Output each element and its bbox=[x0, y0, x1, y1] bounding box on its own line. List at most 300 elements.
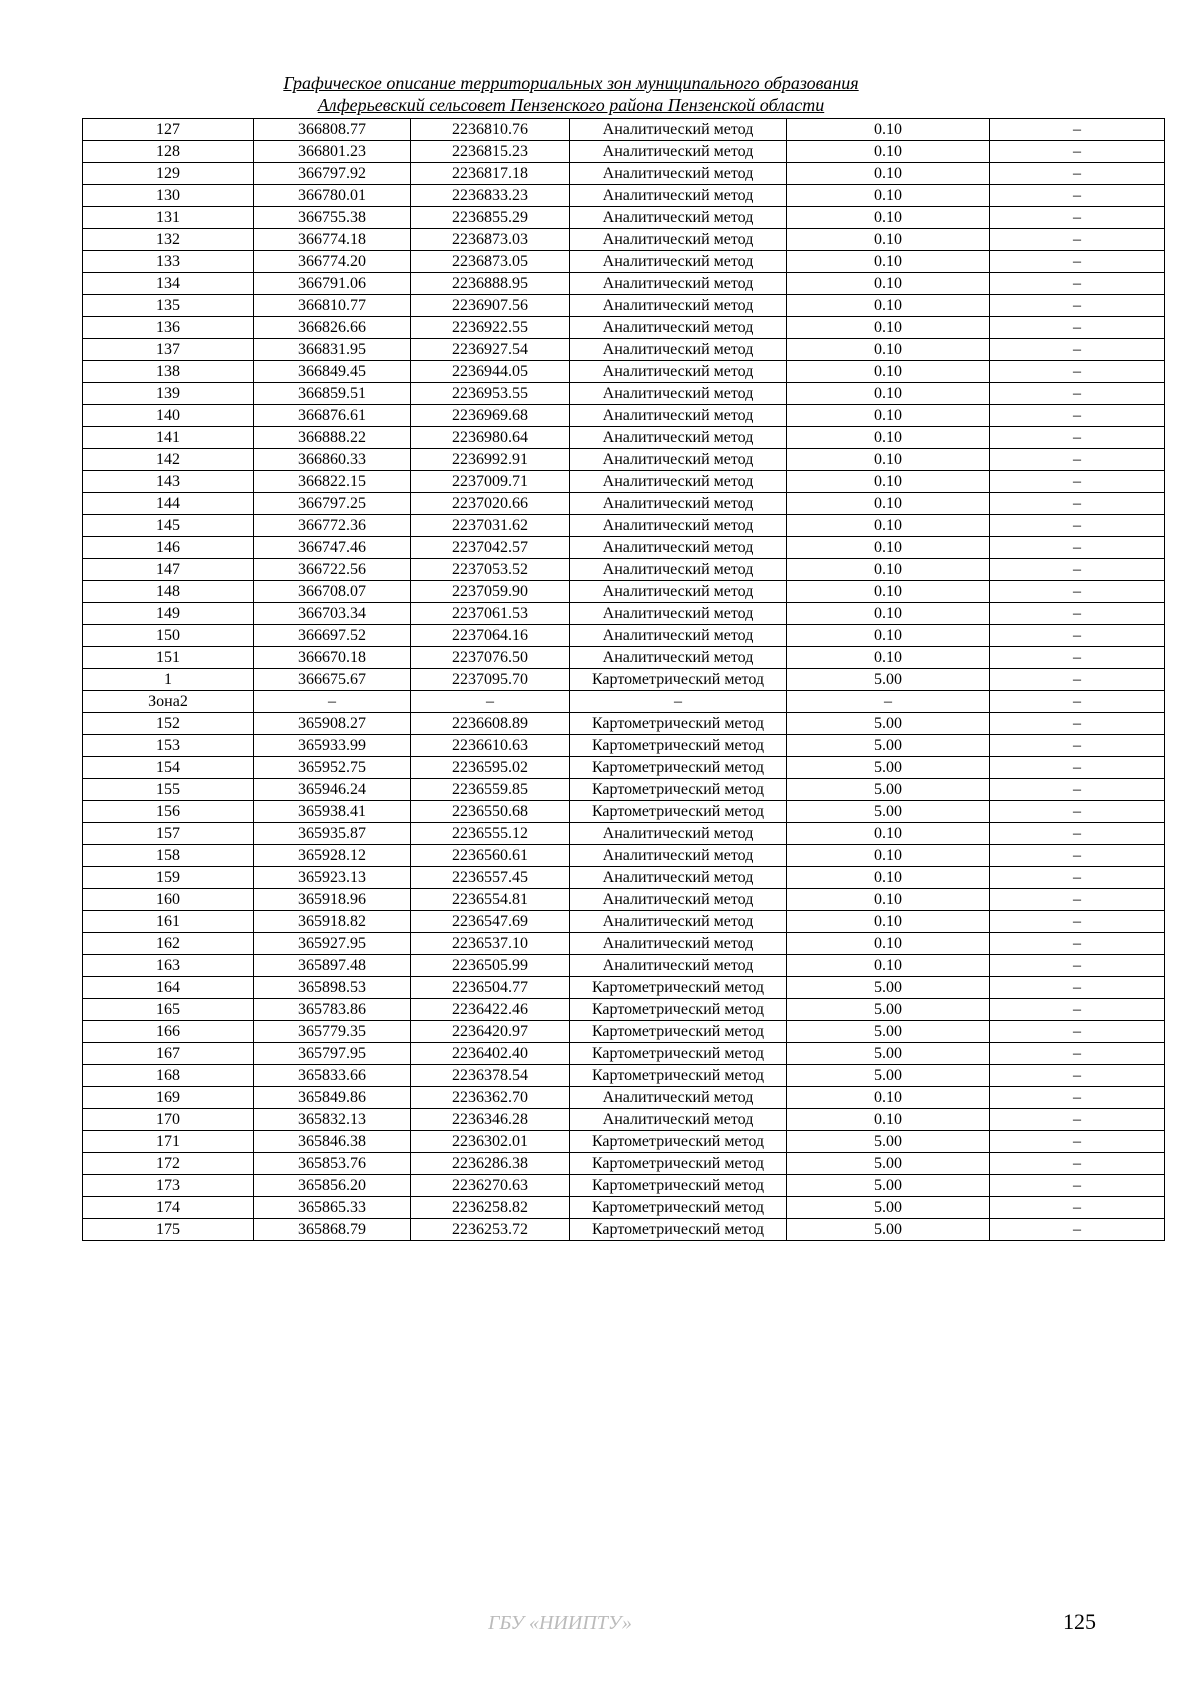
accuracy-cell: 0.10 bbox=[787, 537, 990, 559]
x-coordinate-cell: 365935.87 bbox=[254, 823, 411, 845]
note-cell: – bbox=[990, 405, 1165, 427]
y-coordinate-cell: 2236980.64 bbox=[411, 427, 570, 449]
x-coordinate-cell: 365832.13 bbox=[254, 1109, 411, 1131]
x-coordinate-cell: 366755.38 bbox=[254, 207, 411, 229]
note-cell: – bbox=[990, 933, 1165, 955]
accuracy-cell: 0.10 bbox=[787, 339, 990, 361]
point-number-cell: 133 bbox=[83, 251, 254, 273]
page-number: 125 bbox=[1063, 1609, 1096, 1634]
table-row bbox=[83, 317, 1165, 339]
table-row bbox=[83, 955, 1165, 977]
method-cell: Картометрический метод bbox=[570, 1065, 787, 1087]
y-coordinate-cell: 2236504.77 bbox=[411, 977, 570, 999]
y-coordinate-cell: 2236992.91 bbox=[411, 449, 570, 471]
table-row bbox=[83, 449, 1165, 471]
y-coordinate-cell: 2236873.03 bbox=[411, 229, 570, 251]
point-number-cell: 132 bbox=[83, 229, 254, 251]
table-row bbox=[83, 405, 1165, 427]
table-row bbox=[83, 163, 1165, 185]
x-coordinate-cell: 366831.95 bbox=[254, 339, 411, 361]
method-cell: Картометрический метод bbox=[570, 669, 787, 691]
table-row bbox=[83, 1087, 1165, 1109]
point-number-cell: 139 bbox=[83, 383, 254, 405]
table-row bbox=[83, 141, 1165, 163]
x-coordinate-cell: 365849.86 bbox=[254, 1087, 411, 1109]
x-coordinate-cell: 366797.92 bbox=[254, 163, 411, 185]
note-cell: – bbox=[990, 603, 1165, 625]
table-row bbox=[83, 229, 1165, 251]
method-cell: Картометрический метод bbox=[570, 779, 787, 801]
method-cell: Аналитический метод bbox=[570, 251, 787, 273]
x-coordinate-cell: 365952.75 bbox=[254, 757, 411, 779]
table-row bbox=[83, 537, 1165, 559]
x-coordinate-cell: 366791.06 bbox=[254, 273, 411, 295]
method-cell: Аналитический метод bbox=[570, 1087, 787, 1109]
x-coordinate-cell: 366808.77 bbox=[254, 119, 411, 141]
x-coordinate-cell: 365938.41 bbox=[254, 801, 411, 823]
accuracy-cell: 0.10 bbox=[787, 317, 990, 339]
note-cell: – bbox=[990, 339, 1165, 361]
x-coordinate-cell: 366801.23 bbox=[254, 141, 411, 163]
table-row bbox=[83, 1021, 1165, 1043]
x-coordinate-cell: 365933.99 bbox=[254, 735, 411, 757]
accuracy-cell: 0.10 bbox=[787, 295, 990, 317]
point-number-cell: 162 bbox=[83, 933, 254, 955]
method-cell: Картометрический метод bbox=[570, 1021, 787, 1043]
note-cell: – bbox=[990, 1153, 1165, 1175]
note-cell: – bbox=[990, 647, 1165, 669]
point-number-cell: 164 bbox=[83, 977, 254, 999]
y-coordinate-cell: 2237061.53 bbox=[411, 603, 570, 625]
table-row bbox=[83, 999, 1165, 1021]
table-row bbox=[83, 757, 1165, 779]
note-cell: – bbox=[990, 757, 1165, 779]
note-cell: – bbox=[990, 735, 1165, 757]
method-cell: Аналитический метод bbox=[570, 603, 787, 625]
x-coordinate-cell: 366670.18 bbox=[254, 647, 411, 669]
method-cell: Картометрический метод bbox=[570, 1175, 787, 1197]
table-row bbox=[83, 427, 1165, 449]
method-cell: Аналитический метод bbox=[570, 1109, 787, 1131]
point-number-cell: 167 bbox=[83, 1043, 254, 1065]
accuracy-cell: 0.10 bbox=[787, 889, 990, 911]
accuracy-cell: 5.00 bbox=[787, 999, 990, 1021]
x-coordinate-cell: 366697.52 bbox=[254, 625, 411, 647]
method-cell: Аналитический метод bbox=[570, 361, 787, 383]
table-row bbox=[83, 1109, 1165, 1131]
point-number-cell: 174 bbox=[83, 1197, 254, 1219]
point-number-cell: 148 bbox=[83, 581, 254, 603]
x-coordinate-cell: 365797.95 bbox=[254, 1043, 411, 1065]
point-number-cell: 169 bbox=[83, 1087, 254, 1109]
accuracy-cell: 5.00 bbox=[787, 1065, 990, 1087]
note-cell: – bbox=[990, 1175, 1165, 1197]
table-row bbox=[83, 823, 1165, 845]
method-cell: Аналитический метод bbox=[570, 405, 787, 427]
table-row bbox=[83, 647, 1165, 669]
table-row bbox=[83, 889, 1165, 911]
y-coordinate-cell: 2236346.28 bbox=[411, 1109, 570, 1131]
note-cell: – bbox=[990, 471, 1165, 493]
x-coordinate-cell: 366772.36 bbox=[254, 515, 411, 537]
point-number-cell: 128 bbox=[83, 141, 254, 163]
method-cell: Картометрический метод bbox=[570, 999, 787, 1021]
accuracy-cell: 0.10 bbox=[787, 185, 990, 207]
accuracy-cell: 5.00 bbox=[787, 735, 990, 757]
point-number-cell: 156 bbox=[83, 801, 254, 823]
accuracy-cell: 0.10 bbox=[787, 911, 990, 933]
method-cell: Аналитический метод bbox=[570, 317, 787, 339]
table-row bbox=[83, 119, 1165, 141]
y-coordinate-cell: 2236258.82 bbox=[411, 1197, 570, 1219]
accuracy-cell: 5.00 bbox=[787, 977, 990, 999]
accuracy-cell: 5.00 bbox=[787, 1131, 990, 1153]
y-coordinate-cell: 2237064.16 bbox=[411, 625, 570, 647]
y-coordinate-cell: 2236402.40 bbox=[411, 1043, 570, 1065]
document-header bbox=[0, 72, 1200, 116]
point-number-cell: 1 bbox=[83, 669, 254, 691]
accuracy-cell: 0.10 bbox=[787, 427, 990, 449]
method-cell: Картометрический метод bbox=[570, 977, 787, 999]
accuracy-cell: 0.10 bbox=[787, 141, 990, 163]
table-row bbox=[83, 273, 1165, 295]
y-coordinate-cell: 2236559.85 bbox=[411, 779, 570, 801]
method-cell: Аналитический метод bbox=[570, 515, 787, 537]
x-coordinate-cell: 366774.18 bbox=[254, 229, 411, 251]
accuracy-cell: 0.10 bbox=[787, 493, 990, 515]
point-number-cell: 152 bbox=[83, 713, 254, 735]
y-coordinate-cell: – bbox=[411, 691, 570, 713]
y-coordinate-cell: 2236815.23 bbox=[411, 141, 570, 163]
method-cell: Аналитический метод bbox=[570, 867, 787, 889]
x-coordinate-cell: 366859.51 bbox=[254, 383, 411, 405]
note-cell: – bbox=[990, 361, 1165, 383]
y-coordinate-cell: 2236253.72 bbox=[411, 1219, 570, 1241]
method-cell: Аналитический метод bbox=[570, 537, 787, 559]
x-coordinate-cell: 365865.33 bbox=[254, 1197, 411, 1219]
point-number-cell: 150 bbox=[83, 625, 254, 647]
y-coordinate-cell: 2236537.10 bbox=[411, 933, 570, 955]
point-number-cell: 171 bbox=[83, 1131, 254, 1153]
method-cell: Аналитический метод bbox=[570, 955, 787, 977]
accuracy-cell: 0.10 bbox=[787, 361, 990, 383]
x-coordinate-cell: 366797.25 bbox=[254, 493, 411, 515]
point-number-cell: 154 bbox=[83, 757, 254, 779]
y-coordinate-cell: 2236505.99 bbox=[411, 955, 570, 977]
accuracy-cell: 5.00 bbox=[787, 713, 990, 735]
accuracy-cell: 5.00 bbox=[787, 801, 990, 823]
note-cell: – bbox=[990, 1109, 1165, 1131]
accuracy-cell: 0.10 bbox=[787, 823, 990, 845]
point-number-cell: 170 bbox=[83, 1109, 254, 1131]
point-number-cell: 138 bbox=[83, 361, 254, 383]
accuracy-cell: 5.00 bbox=[787, 757, 990, 779]
y-coordinate-cell: 2236302.01 bbox=[411, 1131, 570, 1153]
y-coordinate-cell: 2236422.46 bbox=[411, 999, 570, 1021]
accuracy-cell: 0.10 bbox=[787, 383, 990, 405]
y-coordinate-cell: 2236927.54 bbox=[411, 339, 570, 361]
method-cell: Аналитический метод bbox=[570, 185, 787, 207]
x-coordinate-cell: 365779.35 bbox=[254, 1021, 411, 1043]
note-cell: – bbox=[990, 1219, 1165, 1241]
accuracy-cell: 5.00 bbox=[787, 1219, 990, 1241]
x-coordinate-cell: 365783.86 bbox=[254, 999, 411, 1021]
y-coordinate-cell: 2237042.57 bbox=[411, 537, 570, 559]
method-cell: Аналитический метод bbox=[570, 383, 787, 405]
note-cell: – bbox=[990, 119, 1165, 141]
y-coordinate-cell: 2236922.55 bbox=[411, 317, 570, 339]
accuracy-cell: 0.10 bbox=[787, 559, 990, 581]
x-coordinate-cell: 365833.66 bbox=[254, 1065, 411, 1087]
accuracy-cell: 0.10 bbox=[787, 515, 990, 537]
accuracy-cell: 5.00 bbox=[787, 779, 990, 801]
method-cell: Картометрический метод bbox=[570, 801, 787, 823]
method-cell: Аналитический метод bbox=[570, 493, 787, 515]
note-cell: – bbox=[990, 1065, 1165, 1087]
note-cell: – bbox=[990, 669, 1165, 691]
note-cell: – bbox=[990, 317, 1165, 339]
table-row bbox=[83, 339, 1165, 361]
table-row bbox=[83, 1065, 1165, 1087]
accuracy-cell: 0.10 bbox=[787, 163, 990, 185]
method-cell: Аналитический метод bbox=[570, 119, 787, 141]
note-cell: – bbox=[990, 427, 1165, 449]
table-row bbox=[83, 251, 1165, 273]
x-coordinate-cell: 365928.12 bbox=[254, 845, 411, 867]
method-cell: Картометрический метод bbox=[570, 735, 787, 757]
x-coordinate-cell: 366860.33 bbox=[254, 449, 411, 471]
method-cell: Аналитический метод bbox=[570, 339, 787, 361]
method-cell: Аналитический метод bbox=[570, 229, 787, 251]
method-cell: Аналитический метод bbox=[570, 427, 787, 449]
x-coordinate-cell: 366675.67 bbox=[254, 669, 411, 691]
method-cell: Картометрический метод bbox=[570, 1153, 787, 1175]
point-number-cell: 165 bbox=[83, 999, 254, 1021]
y-coordinate-cell: 2236362.70 bbox=[411, 1087, 570, 1109]
accuracy-cell: 0.10 bbox=[787, 449, 990, 471]
point-number-cell: 137 bbox=[83, 339, 254, 361]
accuracy-cell: 0.10 bbox=[787, 471, 990, 493]
y-coordinate-cell: 2236907.56 bbox=[411, 295, 570, 317]
accuracy-cell: 0.10 bbox=[787, 581, 990, 603]
y-coordinate-cell: 2236810.76 bbox=[411, 119, 570, 141]
x-coordinate-cell: 366722.56 bbox=[254, 559, 411, 581]
y-coordinate-cell: 2236554.81 bbox=[411, 889, 570, 911]
note-cell: – bbox=[990, 251, 1165, 273]
table-row bbox=[83, 1153, 1165, 1175]
method-cell: Картометрический метод bbox=[570, 757, 787, 779]
note-cell: – bbox=[990, 955, 1165, 977]
x-coordinate-cell: 365853.76 bbox=[254, 1153, 411, 1175]
y-coordinate-cell: 2236420.97 bbox=[411, 1021, 570, 1043]
table-row bbox=[83, 625, 1165, 647]
footer-organization: ГБУ «НИИПТУ» bbox=[488, 1612, 632, 1634]
table-row bbox=[83, 691, 1165, 713]
point-number-cell: 131 bbox=[83, 207, 254, 229]
point-number-cell: 147 bbox=[83, 559, 254, 581]
point-number-cell: 175 bbox=[83, 1219, 254, 1241]
table-row bbox=[83, 1043, 1165, 1065]
table-row bbox=[83, 735, 1165, 757]
note-cell: – bbox=[990, 1131, 1165, 1153]
method-cell: Аналитический метод bbox=[570, 911, 787, 933]
y-coordinate-cell: 2236944.05 bbox=[411, 361, 570, 383]
method-cell: Аналитический метод bbox=[570, 449, 787, 471]
x-coordinate-cell: 365897.48 bbox=[254, 955, 411, 977]
y-coordinate-cell: 2236555.12 bbox=[411, 823, 570, 845]
note-cell: – bbox=[990, 977, 1165, 999]
x-coordinate-cell: 365856.20 bbox=[254, 1175, 411, 1197]
accuracy-cell: 0.10 bbox=[787, 1087, 990, 1109]
accuracy-cell: 0.10 bbox=[787, 273, 990, 295]
accuracy-cell: 0.10 bbox=[787, 405, 990, 427]
note-cell: – bbox=[990, 581, 1165, 603]
point-number-cell: 130 bbox=[83, 185, 254, 207]
y-coordinate-cell: 2236378.54 bbox=[411, 1065, 570, 1087]
note-cell: – bbox=[990, 559, 1165, 581]
note-cell: – bbox=[990, 515, 1165, 537]
table-row bbox=[83, 1219, 1165, 1241]
y-coordinate-cell: 2236817.18 bbox=[411, 163, 570, 185]
table-row bbox=[83, 1197, 1165, 1219]
note-cell: – bbox=[990, 383, 1165, 405]
method-cell: – bbox=[570, 691, 787, 713]
accuracy-cell: 0.10 bbox=[787, 119, 990, 141]
table-row bbox=[83, 801, 1165, 823]
point-number-cell: 161 bbox=[83, 911, 254, 933]
method-cell: Аналитический метод bbox=[570, 889, 787, 911]
y-coordinate-cell: 2237076.50 bbox=[411, 647, 570, 669]
x-coordinate-cell: – bbox=[254, 691, 411, 713]
method-cell: Аналитический метод bbox=[570, 471, 787, 493]
point-number-cell: 135 bbox=[83, 295, 254, 317]
table-row bbox=[83, 713, 1165, 735]
table-row bbox=[83, 471, 1165, 493]
header-line-2: Алферьевский сельсовет Пензенского района Пензенской области bbox=[317, 95, 825, 115]
y-coordinate-cell: 2236969.68 bbox=[411, 405, 570, 427]
point-number-cell: 160 bbox=[83, 889, 254, 911]
x-coordinate-cell: 365946.24 bbox=[254, 779, 411, 801]
method-cell: Аналитический метод bbox=[570, 823, 787, 845]
method-cell: Аналитический метод bbox=[570, 933, 787, 955]
x-coordinate-cell: 366810.77 bbox=[254, 295, 411, 317]
table-row bbox=[83, 493, 1165, 515]
x-coordinate-cell: 366774.20 bbox=[254, 251, 411, 273]
x-coordinate-cell: 365868.79 bbox=[254, 1219, 411, 1241]
x-coordinate-cell: 365927.95 bbox=[254, 933, 411, 955]
y-coordinate-cell: 2236608.89 bbox=[411, 713, 570, 735]
y-coordinate-cell: 2237095.70 bbox=[411, 669, 570, 691]
note-cell: – bbox=[990, 823, 1165, 845]
accuracy-cell: 0.10 bbox=[787, 207, 990, 229]
table-row bbox=[83, 185, 1165, 207]
y-coordinate-cell: 2236595.02 bbox=[411, 757, 570, 779]
y-coordinate-cell: 2236560.61 bbox=[411, 845, 570, 867]
y-coordinate-cell: 2236873.05 bbox=[411, 251, 570, 273]
point-number-cell: 163 bbox=[83, 955, 254, 977]
table-row bbox=[83, 779, 1165, 801]
x-coordinate-cell: 365918.96 bbox=[254, 889, 411, 911]
note-cell: – bbox=[990, 185, 1165, 207]
point-number-cell: 144 bbox=[83, 493, 254, 515]
table-row bbox=[83, 669, 1165, 691]
x-coordinate-cell: 365898.53 bbox=[254, 977, 411, 999]
x-coordinate-cell: 366826.66 bbox=[254, 317, 411, 339]
note-cell: – bbox=[990, 713, 1165, 735]
accuracy-cell: 5.00 bbox=[787, 669, 990, 691]
y-coordinate-cell: 2237031.62 bbox=[411, 515, 570, 537]
table-row bbox=[83, 1175, 1165, 1197]
accuracy-cell: 0.10 bbox=[787, 251, 990, 273]
note-cell: – bbox=[990, 493, 1165, 515]
table-row bbox=[83, 515, 1165, 537]
point-number-cell: 134 bbox=[83, 273, 254, 295]
point-number-cell: 141 bbox=[83, 427, 254, 449]
point-number-cell: 158 bbox=[83, 845, 254, 867]
accuracy-cell: 0.10 bbox=[787, 1109, 990, 1131]
point-number-cell: 172 bbox=[83, 1153, 254, 1175]
accuracy-cell: 0.10 bbox=[787, 845, 990, 867]
y-coordinate-cell: 2236547.69 bbox=[411, 911, 570, 933]
table-row bbox=[83, 581, 1165, 603]
method-cell: Аналитический метод bbox=[570, 207, 787, 229]
note-cell: – bbox=[990, 911, 1165, 933]
y-coordinate-cell: 2236855.29 bbox=[411, 207, 570, 229]
x-coordinate-cell: 366888.22 bbox=[254, 427, 411, 449]
method-cell: Картометрический метод bbox=[570, 1197, 787, 1219]
table-row bbox=[83, 361, 1165, 383]
coordinates-table-body bbox=[83, 119, 1165, 1241]
x-coordinate-cell: 365918.82 bbox=[254, 911, 411, 933]
table-row bbox=[83, 933, 1165, 955]
y-coordinate-cell: 2236550.68 bbox=[411, 801, 570, 823]
method-cell: Картометрический метод bbox=[570, 1131, 787, 1153]
x-coordinate-cell: 366822.15 bbox=[254, 471, 411, 493]
point-number-cell: 153 bbox=[83, 735, 254, 757]
x-coordinate-cell: 366703.34 bbox=[254, 603, 411, 625]
method-cell: Аналитический метод bbox=[570, 581, 787, 603]
x-coordinate-cell: 365923.13 bbox=[254, 867, 411, 889]
x-coordinate-cell: 366780.01 bbox=[254, 185, 411, 207]
note-cell: – bbox=[990, 449, 1165, 471]
point-number-cell: 142 bbox=[83, 449, 254, 471]
point-number-cell: 140 bbox=[83, 405, 254, 427]
accuracy-cell: 5.00 bbox=[787, 1153, 990, 1175]
note-cell: – bbox=[990, 229, 1165, 251]
accuracy-cell: 0.10 bbox=[787, 625, 990, 647]
y-coordinate-cell: 2237009.71 bbox=[411, 471, 570, 493]
point-number-cell: 149 bbox=[83, 603, 254, 625]
accuracy-cell: 0.10 bbox=[787, 647, 990, 669]
method-cell: Аналитический метод bbox=[570, 647, 787, 669]
point-number-cell: Зона2 bbox=[83, 691, 254, 713]
point-number-cell: 145 bbox=[83, 515, 254, 537]
y-coordinate-cell: 2236888.95 bbox=[411, 273, 570, 295]
method-cell: Аналитический метод bbox=[570, 141, 787, 163]
table-row bbox=[83, 977, 1165, 999]
point-number-cell: 157 bbox=[83, 823, 254, 845]
y-coordinate-cell: 2237020.66 bbox=[411, 493, 570, 515]
table-row bbox=[83, 383, 1165, 405]
accuracy-cell: 5.00 bbox=[787, 1021, 990, 1043]
method-cell: Аналитический метод bbox=[570, 163, 787, 185]
method-cell: Аналитический метод bbox=[570, 295, 787, 317]
note-cell: – bbox=[990, 141, 1165, 163]
note-cell: – bbox=[990, 1043, 1165, 1065]
y-coordinate-cell: 2236610.63 bbox=[411, 735, 570, 757]
y-coordinate-cell: 2236270.63 bbox=[411, 1175, 570, 1197]
x-coordinate-cell: 365908.27 bbox=[254, 713, 411, 735]
